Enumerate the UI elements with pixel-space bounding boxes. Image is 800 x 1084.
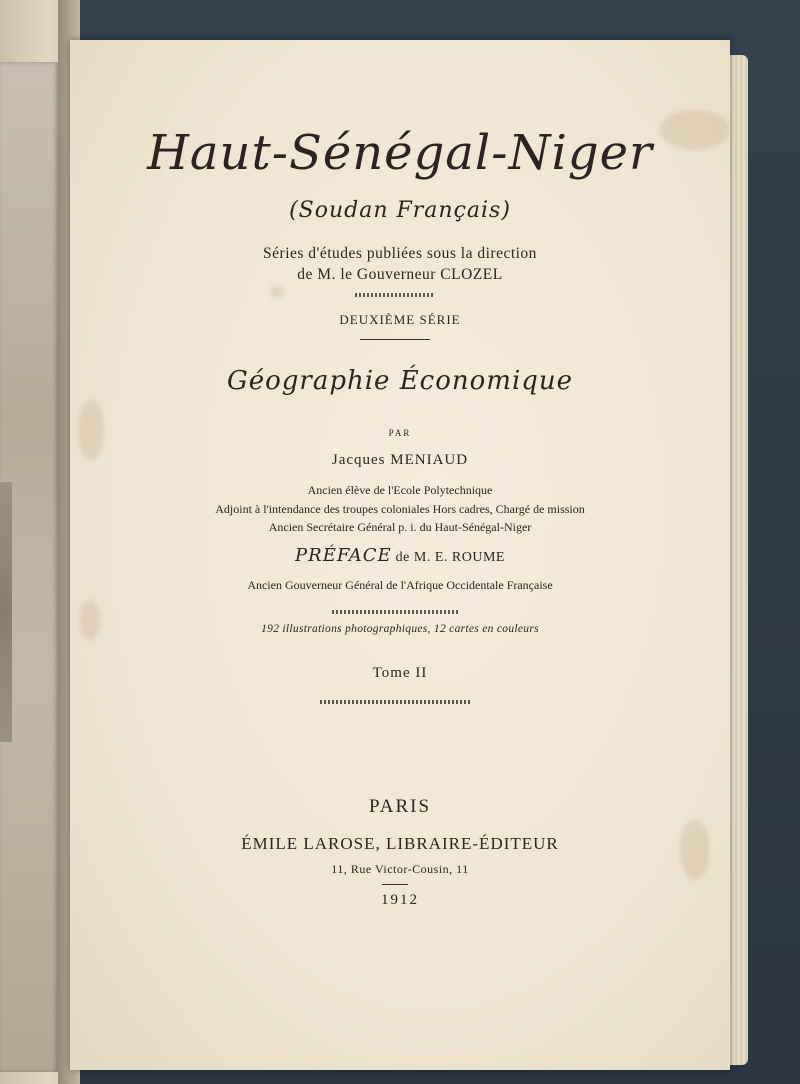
plate-image-detail bbox=[0, 482, 12, 742]
author-credential: Ancien Secrétaire Général p. i. du Haut-Sénégal-Niger bbox=[268, 520, 532, 534]
preface-author-credential: Ancien Gouverneur Général de l'Afrique Occidentale Française bbox=[247, 578, 553, 592]
author-credential: Ancien élève de l'Ecole Polytechnique bbox=[307, 483, 493, 497]
publication-year: 1912 bbox=[381, 892, 419, 908]
author-name: Jacques MENIAUD bbox=[331, 452, 469, 468]
foxing-stain bbox=[270, 285, 284, 299]
divider-rule bbox=[360, 339, 430, 340]
author-credential: Adjoint à l'intendance des troupes coloniales Hors cadres, Chargé de mission bbox=[215, 502, 585, 516]
left-page-plate bbox=[0, 62, 58, 1072]
ornamental-rule bbox=[355, 293, 435, 297]
publisher-address: 11, Rue Victor-Cousin, 11 bbox=[331, 862, 469, 876]
book-title: Haut-Sénégal-Niger bbox=[147, 125, 653, 181]
publication-city: PARIS bbox=[368, 796, 432, 817]
divider-rule bbox=[382, 884, 408, 885]
publisher-name: ÉMILE LAROSE, LIBRAIRE-ÉDITEUR bbox=[241, 834, 559, 853]
series-statement-line-2: de M. le Gouverneur CLOZEL bbox=[297, 266, 503, 283]
preface-title: PRÉFACE bbox=[295, 545, 392, 566]
preface-line bbox=[70, 545, 730, 566]
series-statement-line-1: Séries d'études publiées sous la direction bbox=[263, 245, 537, 262]
illustrations-note: 192 illustrations photographiques, 12 cartes en couleurs bbox=[261, 623, 539, 635]
volume-number: Tome II bbox=[372, 665, 428, 681]
by-label: PAR bbox=[388, 428, 412, 438]
ornamental-rule bbox=[320, 700, 470, 704]
title-page bbox=[70, 40, 730, 1070]
work-title: Géographie Économique bbox=[226, 366, 574, 396]
ornamental-rule bbox=[332, 610, 458, 614]
preface-author: de M. E. ROUME bbox=[395, 550, 505, 565]
series-number: DEUXIÈME SÉRIE bbox=[339, 312, 461, 327]
book-subtitle: (Soudan Français) bbox=[289, 198, 511, 223]
